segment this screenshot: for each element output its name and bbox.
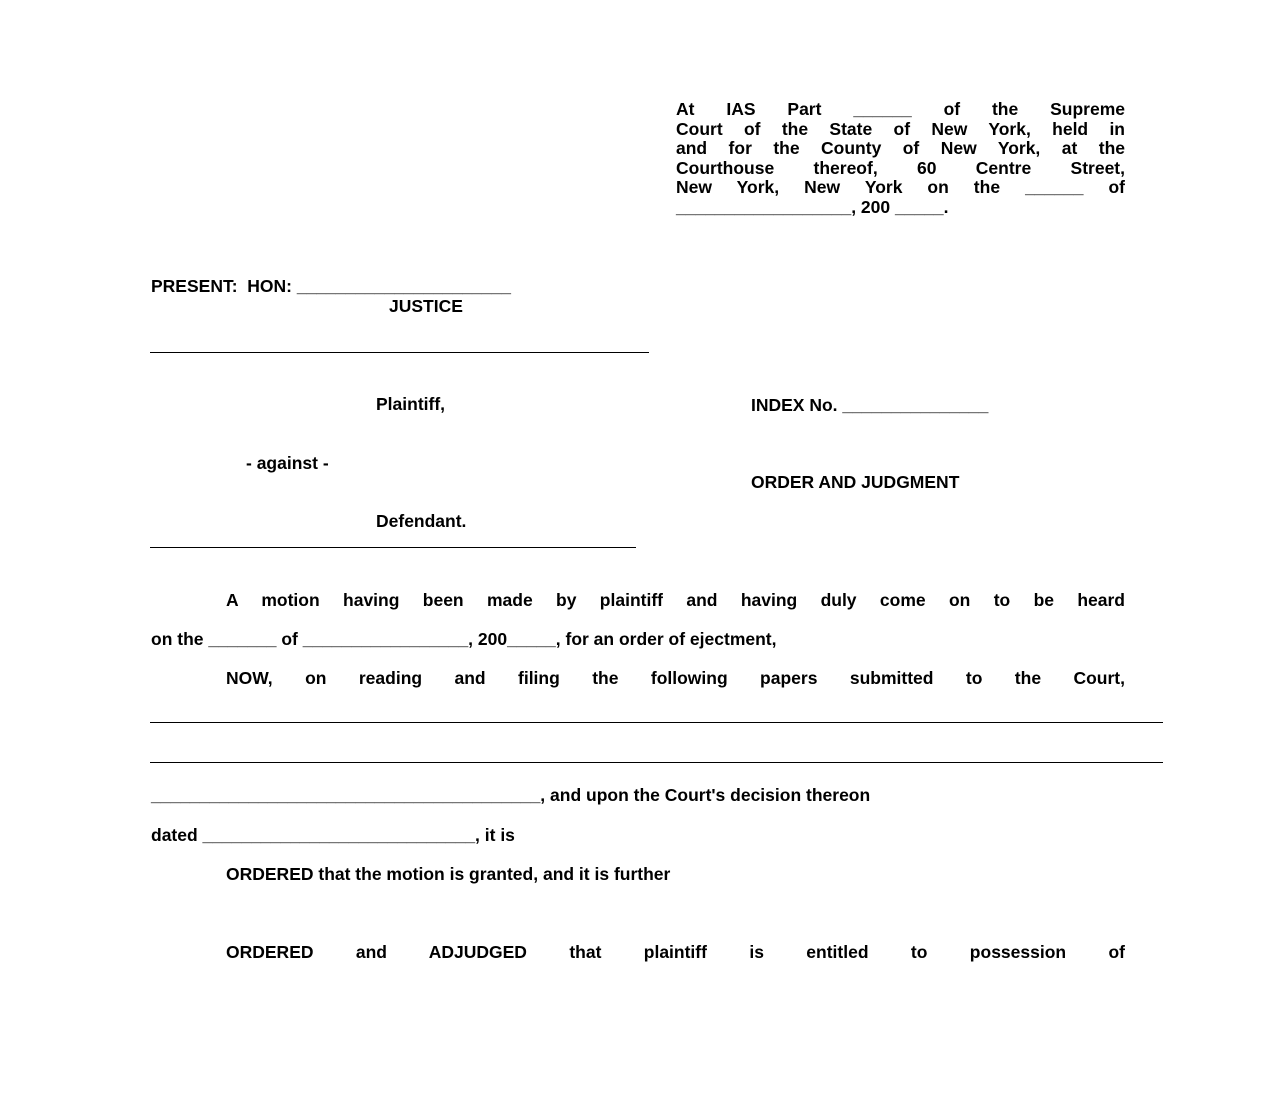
motion-paragraph-line-2: on the _______ of _________________, 200_____, for an order of ejectment, [151, 629, 777, 649]
caption-line: Courthouse thereof, 60 Centre Street, [676, 157, 1125, 178]
decision-line: ________________________________________, and upon the Court's decision thereon [151, 785, 871, 805]
papers-paragraph: NOW, on reading and filing the following papers submitted to the Court, [226, 668, 1125, 688]
court-caption [676, 100, 1125, 217]
party-block-bottom-rule [150, 547, 636, 548]
ordered-adjudged-line: ORDERED and ADJUDGED that plaintiff is entitled to possession of [226, 942, 1125, 962]
dated-line: dated ____________________________, it is [151, 825, 515, 845]
document-title: ORDER AND JUDGMENT [751, 472, 960, 492]
caption-line: Court of the State of New York, held in [676, 118, 1125, 139]
index-number-line: INDEX No. _______________ [751, 395, 989, 415]
caption-line: New York, New York on the ______ of [676, 177, 1125, 197]
motion-paragraph-line-1: A motion having been made by plaintiff and having duly come on to be heard [226, 590, 1125, 610]
plaintiff-label: Plaintiff, [376, 394, 446, 414]
papers-blank-line-2 [150, 762, 1163, 763]
present-hon-line: PRESENT: HON: ______________________ [151, 276, 511, 296]
papers-blank-line-1 [150, 722, 1163, 723]
against-label: - against - [246, 453, 329, 473]
justice-title: JUSTICE [389, 296, 463, 316]
caption-line: and for the County of New York, at the [676, 138, 1125, 158]
defendant-label: Defendant. [376, 511, 467, 531]
caption-line: At IAS Part ______ of the Supreme [676, 99, 1125, 119]
caption-line: __________________, 200 _____. [676, 196, 949, 217]
ordered-granted-line: ORDERED that the motion is granted, and it is further [226, 864, 671, 884]
party-block-top-rule [150, 352, 649, 353]
